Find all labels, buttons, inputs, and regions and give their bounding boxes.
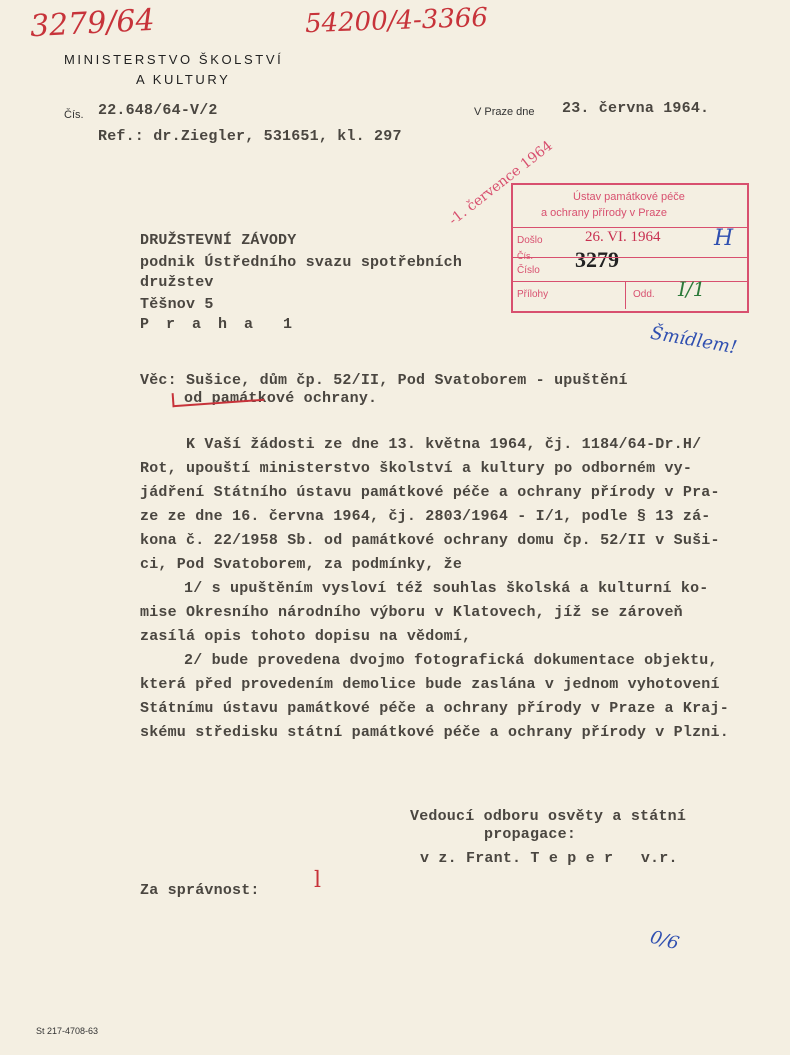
reference-number-label: Čís. [64, 109, 84, 121]
stamp-rotated-date: -1. července 1964 [446, 137, 556, 229]
stamp-institution-line1: Ústav památkové péče [573, 191, 685, 203]
handwritten-tick: l [314, 868, 322, 893]
stamp-received-date: 26. VI. 1964 [585, 229, 661, 245]
letter-date: 23. června 1964. [562, 100, 710, 117]
signature-name: v z. Frant. T e p e r v.r. [420, 850, 678, 867]
body-p1-l1: K Vaší žádosti ze dne 13. května 1964, čj. 1184/64-Dr.H/ [186, 436, 702, 453]
stamp-attachments-label: Přílohy [517, 289, 549, 300]
addressee-name: DRUŽSTEVNÍ ZÁVODY [140, 232, 297, 249]
handwritten-page-mark: 0/6 [647, 926, 682, 955]
handwritten-file-number: 3279/64 [29, 2, 156, 45]
body-p2-l3: zasílá opis tohoto dopisu na vědomí, [140, 628, 472, 645]
stamp-number-label: Číslo [517, 265, 540, 276]
body-p1-l3: jádření Státního ústavu památkové péče a ochrany přírody v Pra- [140, 484, 720, 501]
stamp-cis-label: Čís. [517, 251, 534, 261]
signature-title2: propagace: [484, 826, 577, 843]
addressee-line2: podnik Ústředního svazu spotřebních [140, 254, 463, 271]
body-p2-l2: mise Okresního národního výboru v Klatovech, jíž se zároveň [140, 604, 683, 621]
letterhead-culture: A KULTURY [136, 72, 231, 87]
addressee-city: P r a h a 1 [140, 316, 297, 333]
reference-contact: Ref.: dr.Ziegler, 531651, kl. 297 [98, 128, 402, 145]
body-p1-l5: kona č. 22/1958 Sb. od památkové ochrany domu čp. 52/II v Suši- [140, 532, 720, 549]
addressee-line3: družstev [140, 274, 214, 291]
stamp-received-label: Došlo [517, 235, 543, 246]
body-p2-l1: 1/ s upuštěním vysloví též souhlas školská a kulturní ko- [184, 580, 709, 597]
body-p1-l4: ze ze dne 16. června 1964, čj. 2803/1964 - I/1, podle § 13 zá- [140, 508, 711, 525]
signature-title: Vedoucí odboru osvěty a státní [410, 808, 687, 825]
addressee-street: Těšnov 5 [140, 296, 214, 313]
handwritten-initials: H [714, 226, 734, 251]
handwritten-note: Šmídlem! [648, 322, 739, 359]
letterhead-ministry: MINISTERSTVO ŠKOLSTVÍ [64, 52, 284, 67]
handwritten-reference-number: 54200/4-3366 [304, 2, 489, 40]
stamp-department-value: I/1 [678, 277, 706, 301]
form-code: St 217-4708-63 [36, 1026, 99, 1036]
stamp-department-label: Odd. [633, 289, 655, 300]
body-p3-l4: skému středisku státní památkové péče a ochrany přírody v Plzni. [140, 724, 729, 741]
stamp-institution-line2: a ochrany přírody v Praze [541, 207, 667, 219]
body-p1-l6: ci, Pod Svatoborem, za podmínky, že [140, 556, 463, 573]
subject-line2: od památkové ochrany. [184, 390, 378, 407]
body-p3-l1: 2/ bude provedena dvojmo fotografická dokumentace objektu, [184, 652, 718, 669]
za-spravnost: Za správnost: [140, 882, 260, 899]
place-label: V Praze dne [474, 106, 535, 118]
reference-number: 22.648/64-V/2 [98, 102, 218, 119]
stamp-number-value: 3279 [575, 247, 619, 272]
body-p1-l2: Rot, upouští ministerstvo školství a kultury po odborném vy- [140, 460, 693, 477]
letter-body [140, 433, 750, 745]
subject-line1: Věc: Sušice, dům čp. 52/II, Pod Svatoborem - upuštění [140, 372, 628, 389]
body-p3-l3: Státnímu ústavu památkové péče a ochrany přírody v Praze a Kraj- [140, 700, 729, 717]
body-p3-l2: která před provedením demolice bude zaslána v jednom vyhotovení [140, 676, 720, 693]
